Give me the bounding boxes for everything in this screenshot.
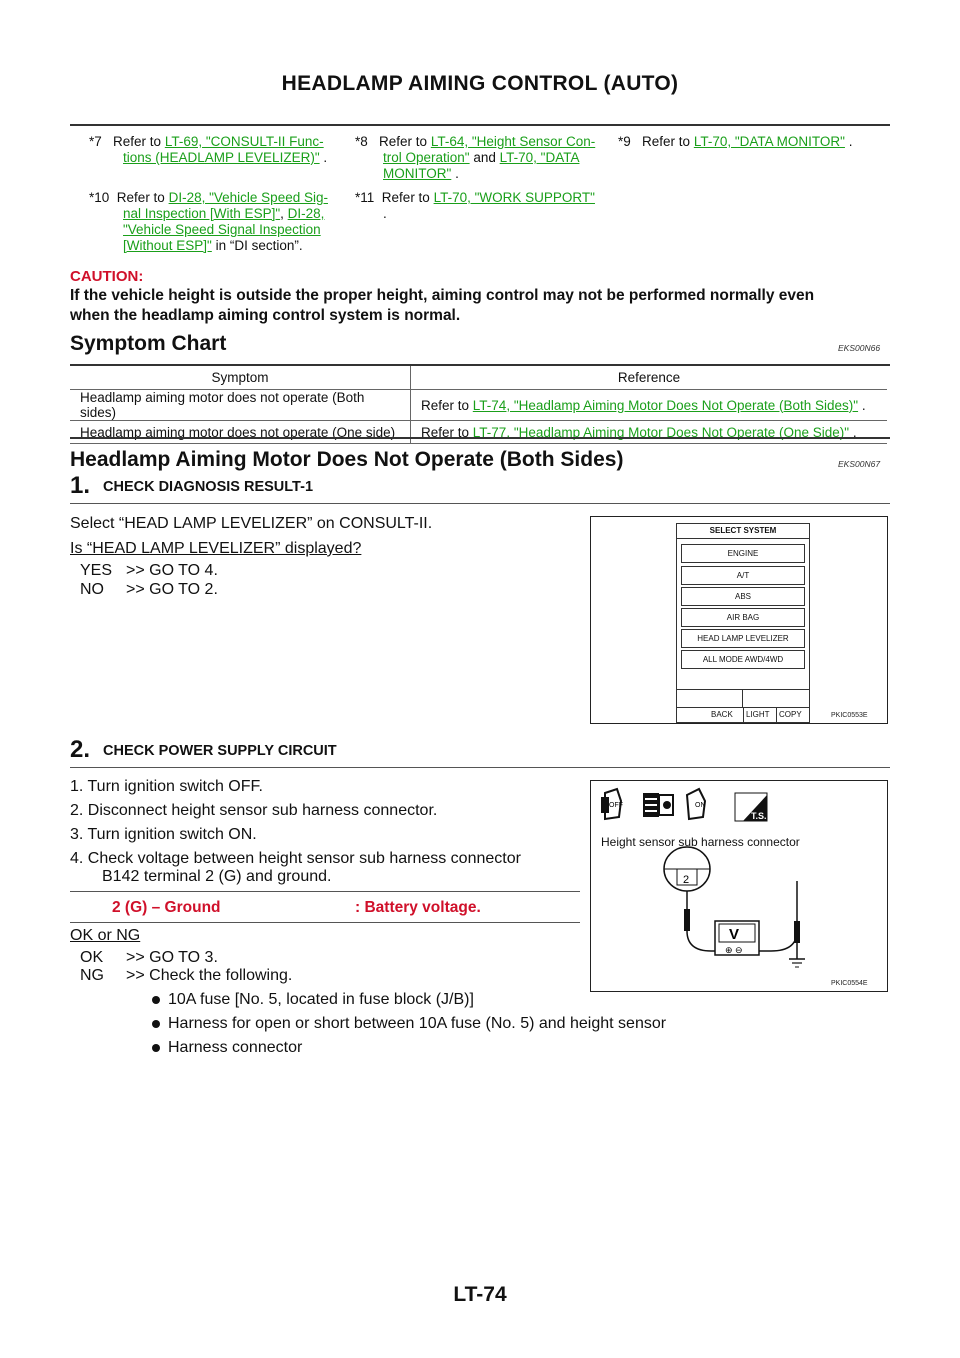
ignition-on-icon [687,789,706,819]
step2-number: 2. [70,736,91,763]
link-lt70-data-cont[interactable]: MONITOR" [383,166,452,181]
off-label: OFF [609,802,623,809]
ts-label: T.S. [751,811,767,821]
ignition-off-icon [601,789,623,819]
link-lt64-cont[interactable]: trol Operation" [383,150,470,165]
step2-rule [70,767,890,768]
link-di28-with-cont[interactable]: nal Inspection [With ESP]" [123,206,281,221]
step2-item-2: 2. Disconnect height sensor sub harness connector. [70,802,438,819]
step2-item-4-cont: B142 terminal 2 (G) and ground. [102,868,332,885]
link-lt77[interactable]: LT-77, "Headlamp Aiming Motor Does Not Operate (One Side)" [472,424,850,440]
terminal-label: 2 [683,874,690,886]
spec-value: : Battery voltage. [355,899,481,916]
connector-caption: Height sensor sub harness connector [601,835,800,849]
bullet-dot-icon [152,1044,160,1052]
step1-title: CHECK DIAGNOSIS RESULT-1 [103,479,314,495]
link-lt64[interactable]: LT-64, "Height Sensor Con- [430,134,596,149]
symptom-chart-heading: Symptom Chart [70,332,227,355]
header-rule [70,124,890,126]
on-label: ON [695,802,706,809]
step1-rule [70,503,890,504]
symptom-table [70,366,887,444]
table-bottom-rule [70,437,890,439]
step2-item-3: 3. Turn ignition switch ON. [70,826,257,843]
link-lt69-cont[interactable]: tions (HEADLAMP LEVELIZER)" [123,150,320,165]
bullet-dot-icon [152,996,160,1004]
ref-9: *9 Refer to LT-70, "DATA MONITOR" . [618,134,853,149]
link-lt70-data[interactable]: LT-70, "DATA [499,150,580,165]
probe-positive [684,909,690,931]
light-button[interactable]: LIGHT [746,710,770,719]
ref-10: *10 Refer to DI-28, "Vehicle Speed Sig- nal Inspection [With ESP]", DI-28, "Vehicle Speed Signal Inspection [Without ESP]" in “DI section”. [89,190,328,253]
okng-question: OK or NG [70,927,141,944]
step2-item-4: 4. Check voltage between height sensor sub harness connector [70,850,521,867]
select-system-title: SELECT SYSTEM [709,526,777,535]
section-heading: Headlamp Aiming Motor Does Not Operate (Both Sides) [70,448,624,471]
step1-question: Is “HEAD LAMP LEVELIZER” displayed? [70,540,362,557]
system-item[interactable]: A/T [681,566,805,585]
table-cell-symptom: Headlamp aiming motor does not operate (Both sides) [70,390,411,421]
system-item[interactable]: ABS [681,587,805,606]
step2-ok: OK >> GO TO 3. [80,949,218,966]
voltage-check-figure [590,780,888,992]
step2-item-1: 1. Turn ignition switch OFF. [70,778,263,795]
step1-text: Select “HEAD LAMP LEVELIZER” on CONSULT-II. [70,515,433,532]
link-lt70-monitor[interactable]: LT-70, "DATA MONITOR" [693,134,845,149]
svg-text:⊕ ⊖: ⊕ ⊖ [725,945,743,955]
caution-text: If the vehicle height is outside the proper height, aiming control may not be performed normally even when the headlamp aiming control system is normal. [70,287,815,324]
link-di28-without-end[interactable]: [Without ESP]" [123,238,212,253]
ref-8: *8 Refer to LT-64, "Height Sensor Con- trol Operation" and LT-70, "DATA MONITOR" . [355,134,596,181]
link-lt74[interactable]: LT-74, "Headlamp Aiming Motor Does Not Operate (Both Sides)" [472,397,859,413]
table-cell-reference: Refer to LT-74, "Headlamp Aiming Motor Does Not Operate (Both Sides)" . [411,390,888,421]
ref-11: *11 Refer to LT-70, "WORK SUPPORT" . [355,190,595,221]
step2-ng: NG >> Check the following. [80,967,293,984]
page-number: LT-74 [453,1283,507,1306]
select-system-figure [590,516,888,724]
bullet-item: 10A fuse [No. 5, located in fuse block (J/B)] [152,991,474,1009]
bullet-dot-icon [152,1020,160,1028]
table-cell-symptom: Headlamp aiming motor does not operate (One side) [70,421,411,444]
section-code: EKS00N67 [838,459,881,469]
table-row [70,390,887,421]
step2-title: CHECK POWER SUPPLY CIRCUIT [103,743,337,759]
connector-icon [643,793,673,817]
link-di28-without[interactable]: DI-28, [287,206,325,221]
bullet-item: Harness for open or short between 10A fuse (No. 5) and height sensor [152,1015,666,1033]
link-lt69[interactable]: LT-69, "CONSULT-II Func- [164,134,324,149]
figure2-code: PKIC0554E [831,980,868,987]
copy-button[interactable]: COPY [779,710,802,719]
ref-7: *7 Refer to LT-69, "CONSULT-II Func- tions (HEADLAMP LEVELIZER)" . [89,134,328,165]
link-di28-without-cont[interactable]: "Vehicle Speed Signal Inspection [123,222,321,237]
col-symptom: Symptom [70,366,411,390]
col-reference: Reference [411,366,888,390]
table-header-row [70,366,887,390]
step1-number: 1. [70,472,91,499]
table-row [70,421,887,444]
caution-heading: CAUTION: [70,268,144,285]
table-cell-reference: Refer to LT-77, "Headlamp Aiming Motor Does Not Operate (One Side)" . [411,421,888,444]
system-item[interactable]: HEAD LAMP LEVELIZER [681,629,805,648]
symptom-chart-code: EKS00N66 [838,343,881,353]
system-item[interactable]: ENGINE [681,544,805,563]
link-di28-with[interactable]: DI-28, "Vehicle Speed Sig- [168,190,328,205]
system-item[interactable]: AIR BAG [681,608,805,627]
link-lt70-work[interactable]: LT-70, "WORK SUPPORT" [433,190,595,205]
step1-yes: YES >> GO TO 4. [80,562,218,579]
select-system-screen [676,523,810,723]
probe-negative [794,921,800,943]
page-title: HEADLAMP AIMING CONTROL (AUTO) [281,72,679,95]
figure1-code: PKIC0553E [831,712,868,719]
back-button[interactable]: BACK [711,710,733,719]
meter-label: V [729,926,740,943]
ts-icon [735,793,767,821]
system-item[interactable]: ALL MODE AWD/4WD [681,650,805,669]
bullet-item: Harness connector [152,1039,302,1057]
voltage-check-drawing [591,781,887,991]
spec-terminal: 2 (G) – Ground [112,899,221,916]
step1-no: NO >> GO TO 2. [80,581,218,598]
